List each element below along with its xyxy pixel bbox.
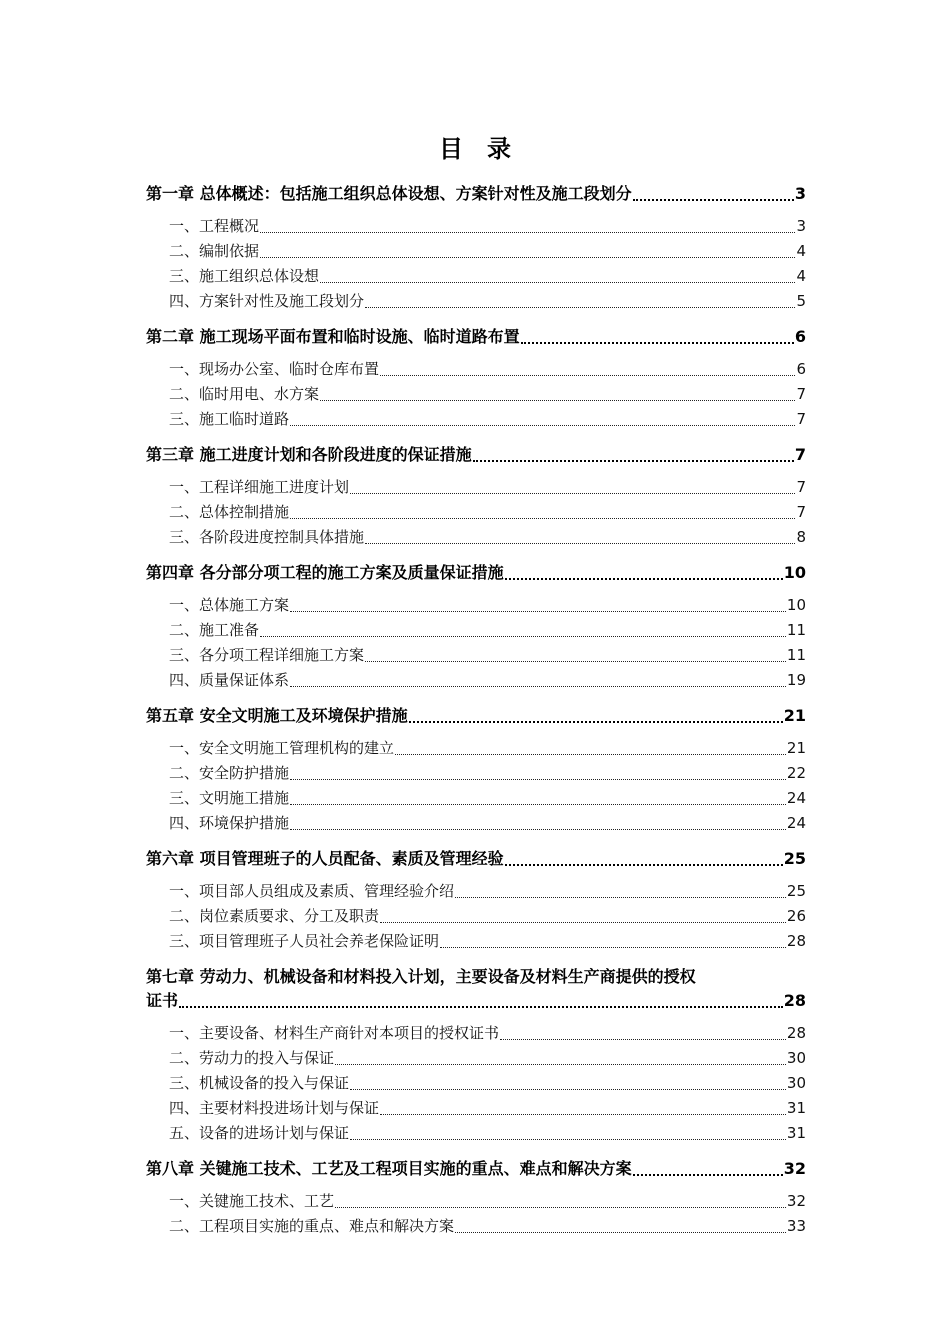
dot-leader <box>455 1222 786 1233</box>
section-label: 一、关键施工技术、工艺 <box>169 1192 335 1210</box>
section-label: 一、安全文明施工管理机构的建立 <box>169 739 395 757</box>
toc-chapter <box>146 847 806 954</box>
toc-chapter <box>146 443 806 550</box>
toc-section-entry[interactable] <box>146 879 806 904</box>
chapter-label: 第五章 安全文明施工及环境保护措施 <box>146 706 408 725</box>
section-label: 四、质量保证体系 <box>169 671 290 689</box>
dot-leader <box>290 601 786 612</box>
section-label: 三、项目管理班子人员社会养老保险证明 <box>169 932 440 950</box>
section-label: 二、工程项目实施的重点、难点和解决方案 <box>169 1217 455 1235</box>
toc-section-entry[interactable] <box>146 264 806 289</box>
toc-section-entry[interactable] <box>146 357 806 382</box>
toc-section-entry[interactable] <box>146 407 806 432</box>
section-page-number: 30 <box>786 1049 806 1067</box>
section-page-number: 28 <box>786 932 806 950</box>
table-of-contents <box>146 182 806 1239</box>
section-label: 二、安全防护措施 <box>169 764 290 782</box>
dot-leader <box>380 365 795 376</box>
dot-leader <box>455 887 786 898</box>
chapter-page-number: 7 <box>794 445 806 464</box>
toc-section-entry[interactable] <box>146 1096 806 1121</box>
dot-leader <box>521 332 794 344</box>
section-label: 三、机械设备的投入与保证 <box>169 1074 350 1092</box>
section-label: 一、主要设备、材料生产商针对本项目的授权证书 <box>169 1024 500 1042</box>
toc-section-entry[interactable] <box>146 1189 806 1214</box>
toc-section-entry[interactable] <box>146 618 806 643</box>
dot-leader <box>290 794 786 805</box>
section-page-number: 6 <box>796 360 806 378</box>
toc-section-entry[interactable] <box>146 593 806 618</box>
section-label: 二、总体控制措施 <box>169 503 290 521</box>
section-page-number: 26 <box>786 907 806 925</box>
toc-section-entry[interactable] <box>146 1046 806 1071</box>
toc-chapter-entry[interactable] <box>146 443 806 467</box>
toc-section-entry[interactable] <box>146 382 806 407</box>
dot-leader <box>290 676 786 687</box>
dot-leader <box>290 415 795 426</box>
section-page-number: 11 <box>786 646 806 664</box>
chapter-label: 第七章 劳动力、机械设备和材料投入计划，主要设备及材料生产商提供的授权 <box>146 967 696 986</box>
dot-leader <box>350 1079 786 1090</box>
toc-chapter <box>146 704 806 836</box>
toc-section-entry[interactable] <box>146 761 806 786</box>
chapter-page-number: 28 <box>783 991 806 1010</box>
chapter-label: 第六章 项目管理班子的人员配备、素质及管理经验 <box>146 849 504 868</box>
page-title: 目 录 <box>439 134 511 163</box>
section-page-number: 19 <box>786 671 806 689</box>
toc-section-entry[interactable] <box>146 811 806 836</box>
section-label: 二、劳动力的投入与保证 <box>169 1049 335 1067</box>
toc-section-entry[interactable] <box>146 668 806 693</box>
chapter-page-number: 32 <box>783 1159 806 1178</box>
toc-section-entry[interactable] <box>146 1021 806 1046</box>
section-label: 四、方案针对性及施工段划分 <box>169 292 365 310</box>
dot-leader <box>380 912 786 923</box>
section-label: 五、设备的进场计划与保证 <box>169 1124 350 1142</box>
section-page-number: 4 <box>796 242 806 260</box>
toc-section-entry[interactable] <box>146 1071 806 1096</box>
section-page-number: 8 <box>796 528 806 546</box>
toc-chapter-entry[interactable] <box>146 182 806 206</box>
toc-chapter <box>146 182 806 314</box>
dot-leader <box>505 854 783 866</box>
section-label: 三、各分项工程详细施工方案 <box>169 646 365 664</box>
section-page-number: 25 <box>786 882 806 900</box>
toc-chapter-entry[interactable] <box>146 847 806 871</box>
chapter-label: 第一章 总体概述：包括施工组织总体设想、方案针对性及施工段划分 <box>146 184 632 203</box>
section-label: 一、工程概况 <box>169 217 260 235</box>
dot-leader <box>633 1164 783 1176</box>
toc-chapter-entry[interactable] <box>146 1157 806 1181</box>
dot-leader <box>365 297 795 308</box>
section-label: 四、环境保护措施 <box>169 814 290 832</box>
section-page-number: 24 <box>786 789 806 807</box>
section-label: 二、施工准备 <box>169 621 260 639</box>
section-label: 三、施工临时道路 <box>169 410 290 428</box>
toc-chapter-entry[interactable] <box>146 704 806 728</box>
dot-leader <box>350 1129 786 1140</box>
chapter-page-number: 6 <box>794 327 806 346</box>
toc-section-entry[interactable] <box>146 500 806 525</box>
dot-leader <box>365 651 786 662</box>
toc-chapter <box>146 1157 806 1239</box>
dot-leader <box>179 996 783 1008</box>
toc-section-entry[interactable] <box>146 643 806 668</box>
toc-chapter <box>146 325 806 432</box>
toc-section-entry[interactable] <box>146 736 806 761</box>
dot-leader <box>260 222 795 233</box>
section-page-number: 5 <box>796 292 806 310</box>
section-page-number: 7 <box>796 478 806 496</box>
dot-leader <box>290 508 795 519</box>
section-label: 三、文明施工措施 <box>169 789 290 807</box>
section-label: 二、临时用电、水方案 <box>169 385 320 403</box>
chapter-label: 第二章 施工现场平面布置和临时设施、临时道路布置 <box>146 327 520 346</box>
dot-leader <box>260 247 795 258</box>
section-page-number: 32 <box>786 1192 806 1210</box>
dot-leader <box>505 568 783 580</box>
section-label: 二、岗位素质要求、分工及职责 <box>169 907 380 925</box>
toc-section-entry[interactable] <box>146 289 806 314</box>
toc-chapter-entry[interactable] <box>146 965 806 1013</box>
section-page-number: 33 <box>786 1217 806 1235</box>
section-label: 三、施工组织总体设想 <box>169 267 320 285</box>
toc-section-entry[interactable] <box>146 1214 806 1239</box>
dot-leader <box>365 533 795 544</box>
section-label: 一、总体施工方案 <box>169 596 290 614</box>
chapter-label: 第三章 施工进度计划和各阶段进度的保证措施 <box>146 445 472 464</box>
dot-leader <box>320 390 795 401</box>
dot-leader <box>395 744 786 755</box>
toc-section-entry[interactable] <box>146 786 806 811</box>
dot-leader <box>335 1197 786 1208</box>
dot-leader <box>290 819 786 830</box>
section-page-number: 28 <box>786 1024 806 1042</box>
section-page-number: 10 <box>786 596 806 614</box>
chapter-page-number: 3 <box>794 184 806 203</box>
chapter-label: 第四章 各分部分项工程的施工方案及质量保证措施 <box>146 563 504 582</box>
section-page-number: 4 <box>796 267 806 285</box>
dot-leader <box>633 189 794 201</box>
dot-leader <box>380 1104 786 1115</box>
toc-chapter <box>146 561 806 693</box>
toc-chapter-entry[interactable] <box>146 561 806 585</box>
section-page-number: 11 <box>786 621 806 639</box>
chapter-page-number: 10 <box>783 563 806 582</box>
dot-leader <box>409 711 783 723</box>
section-page-number: 31 <box>786 1124 806 1142</box>
dot-leader <box>350 483 795 494</box>
toc-section-entry[interactable] <box>146 904 806 929</box>
section-page-number: 7 <box>796 503 806 521</box>
toc-chapter <box>146 965 806 1146</box>
toc-section-entry[interactable] <box>146 475 806 500</box>
section-label: 三、各阶段进度控制具体措施 <box>169 528 365 546</box>
section-label: 二、编制依据 <box>169 242 260 260</box>
section-page-number: 30 <box>786 1074 806 1092</box>
section-page-number: 7 <box>796 410 806 428</box>
section-label: 一、现场办公室、临时仓库布置 <box>169 360 380 378</box>
chapter-page-number: 21 <box>783 706 806 725</box>
toc-section-entry[interactable] <box>146 525 806 550</box>
section-page-number: 24 <box>786 814 806 832</box>
section-page-number: 22 <box>786 764 806 782</box>
dot-leader <box>500 1029 786 1040</box>
dot-leader <box>440 937 786 948</box>
chapter-label-continued: 证书 <box>146 991 179 1010</box>
dot-leader <box>473 450 794 462</box>
toc-chapter-entry[interactable] <box>146 325 806 349</box>
section-page-number: 7 <box>796 385 806 403</box>
section-label: 一、工程详细施工进度计划 <box>169 478 350 496</box>
section-page-number: 21 <box>786 739 806 757</box>
toc-section-entry[interactable] <box>146 239 806 264</box>
dot-leader <box>320 272 795 283</box>
toc-section-entry[interactable] <box>146 214 806 239</box>
section-label: 一、项目部人员组成及素质、管理经验介绍 <box>169 882 455 900</box>
dot-leader <box>335 1054 786 1065</box>
section-page-number: 31 <box>786 1099 806 1117</box>
section-label: 四、主要材料投进场计划与保证 <box>169 1099 380 1117</box>
dot-leader <box>260 626 786 637</box>
chapter-page-number: 25 <box>783 849 806 868</box>
toc-section-entry[interactable] <box>146 929 806 954</box>
toc-section-entry[interactable] <box>146 1121 806 1146</box>
chapter-label: 第八章 关键施工技术、工艺及工程项目实施的重点、难点和解决方案 <box>146 1159 632 1178</box>
dot-leader <box>290 769 786 780</box>
section-page-number: 3 <box>796 217 806 235</box>
